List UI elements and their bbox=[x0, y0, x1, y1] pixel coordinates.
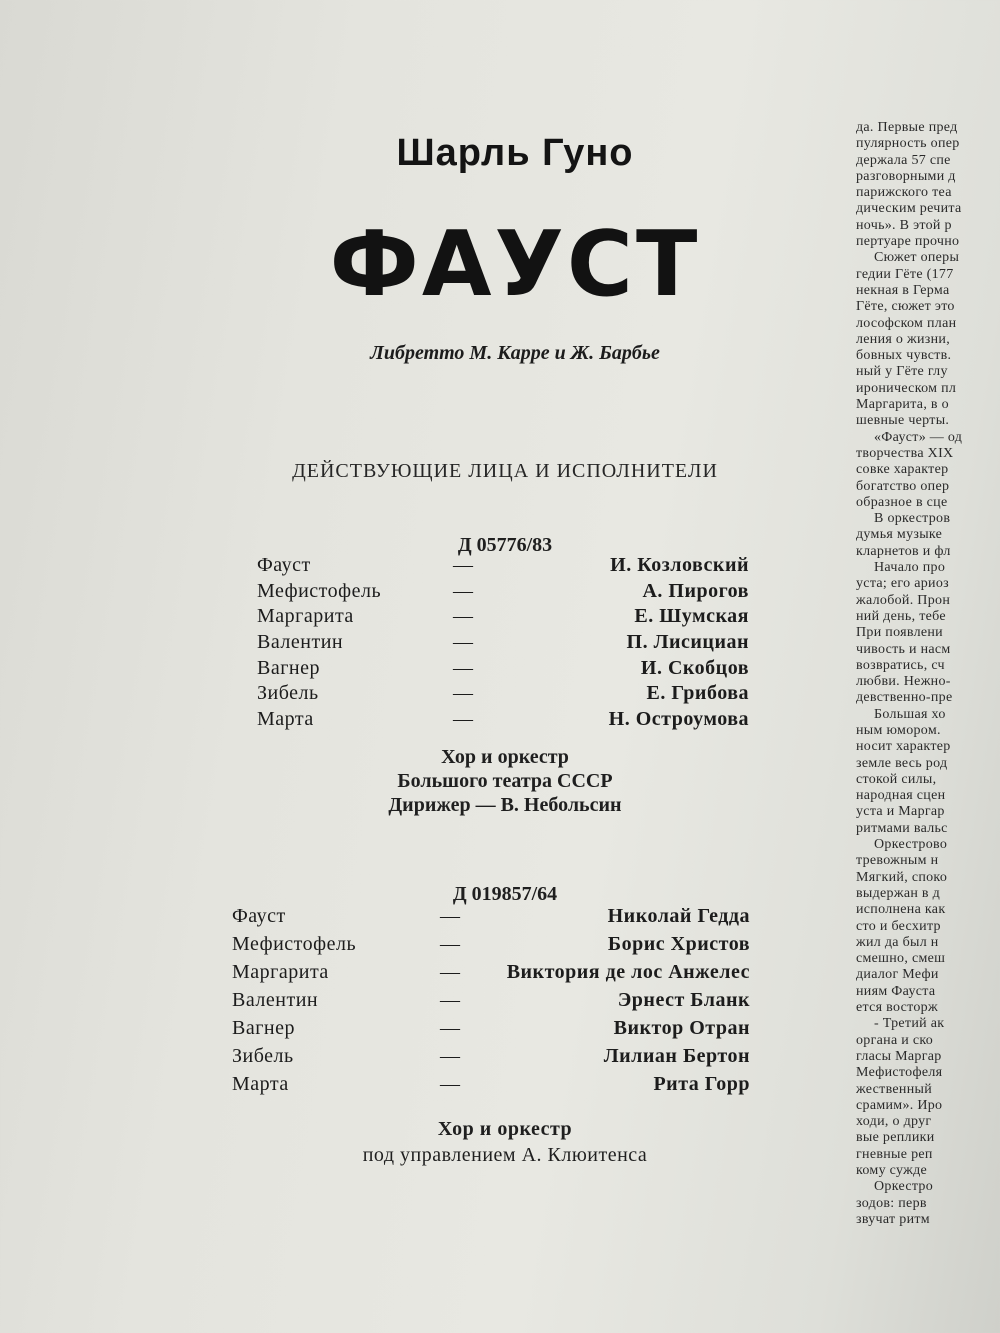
role-name: Зибель bbox=[257, 682, 319, 705]
performer-name: И. Козловский bbox=[610, 554, 749, 576]
cast-row bbox=[257, 580, 749, 606]
composer-name: Шарль Гуно bbox=[396, 132, 634, 174]
performer-name: Борис Христов bbox=[607, 933, 750, 955]
role-name: Валентин bbox=[257, 631, 344, 654]
cast-row bbox=[232, 961, 750, 989]
article-line: шевные черты. bbox=[856, 413, 950, 429]
article-line: вые реплики bbox=[856, 1130, 935, 1146]
article-line: органа и ско bbox=[856, 1032, 934, 1048]
article-line: бовных чувств. bbox=[856, 348, 952, 364]
article-line: ным юмором. bbox=[856, 722, 941, 738]
article-line: сто и бесхитр bbox=[856, 918, 941, 934]
dash: — bbox=[453, 656, 473, 679]
role-name: Марта bbox=[232, 1073, 289, 1095]
cast-row bbox=[257, 657, 749, 683]
article-line: земле весь род bbox=[856, 755, 948, 771]
cast-row bbox=[232, 989, 750, 1017]
article-line: ироническом пл bbox=[856, 380, 957, 396]
article-line: народная сцен bbox=[856, 788, 946, 804]
article-line: кому сужде bbox=[856, 1163, 928, 1178]
article-line: ний день, тебе bbox=[856, 608, 946, 624]
article-line: некная в Герма bbox=[856, 282, 950, 298]
article-line: ный у Гёте глу bbox=[856, 364, 948, 380]
article-line: чивость и насм bbox=[856, 641, 951, 657]
article-line: В оркестров bbox=[874, 511, 951, 527]
article-line: держала 57 спе bbox=[856, 152, 951, 168]
article-line: гласы Маргар bbox=[856, 1048, 942, 1064]
role-name: Марта bbox=[257, 708, 314, 731]
cast-list bbox=[232, 905, 750, 1101]
cast-row bbox=[257, 554, 749, 580]
article-line: девственно-пре bbox=[856, 690, 953, 706]
cast-list bbox=[257, 554, 749, 734]
credits-line: под управлением А. Клюитенса bbox=[362, 1144, 648, 1166]
article-line: образное в сце bbox=[856, 494, 948, 510]
performer-name: Николай Гедда bbox=[607, 905, 750, 927]
article-line: Сюжет оперы bbox=[874, 250, 960, 266]
article-line: лософском план bbox=[856, 315, 957, 331]
performer-name: Лилиан Бертон bbox=[603, 1045, 750, 1067]
article-line: думья музыке bbox=[856, 527, 943, 543]
cast-row bbox=[257, 682, 749, 708]
article-line: гневные реп bbox=[856, 1146, 933, 1162]
performer-name: И. Скобцов bbox=[640, 656, 749, 679]
article-line: Гёте, сюжет это bbox=[856, 299, 955, 315]
opera-title: ФАУСТ bbox=[329, 212, 701, 317]
article-line: возвратись, сч bbox=[856, 657, 945, 673]
role-name: Зибель bbox=[232, 1045, 294, 1067]
cast-row bbox=[232, 905, 750, 933]
cast-heading: ДЕЙСТВУЮЩИЕ ЛИЦА И ИСПОЛНИТЕЛИ bbox=[292, 460, 718, 482]
cast-row bbox=[232, 1017, 750, 1045]
article-line: стокой силы, bbox=[856, 771, 937, 787]
performer-name: П. Лисициан bbox=[626, 631, 749, 654]
credits-line: Большого театра СССР bbox=[397, 770, 613, 792]
article-line: ется восторж bbox=[856, 1000, 938, 1016]
dash: — bbox=[440, 1073, 460, 1095]
dash: — bbox=[453, 579, 473, 602]
dash: — bbox=[440, 905, 460, 927]
dash: — bbox=[453, 708, 473, 731]
article-line: жалобой. Прон bbox=[856, 592, 951, 608]
dash: — bbox=[453, 682, 473, 705]
article-line: жественный bbox=[856, 1081, 933, 1097]
dash: — bbox=[440, 961, 460, 983]
article-line: богатство опер bbox=[856, 478, 950, 494]
role-name: Вагнер bbox=[257, 656, 320, 679]
performer-name: Н. Остроумова bbox=[608, 708, 749, 731]
article-line: выдержан в д bbox=[856, 885, 941, 901]
dash: — bbox=[440, 1017, 460, 1039]
article-line: парижского теа bbox=[856, 185, 952, 201]
article-line: Мягкий, споко bbox=[856, 869, 948, 885]
credits-line: Хор и оркестр bbox=[437, 1118, 573, 1140]
role-name: Фауст bbox=[232, 905, 286, 927]
article-line: творчества XIX bbox=[856, 445, 954, 461]
cast-row bbox=[257, 631, 749, 657]
cast-row bbox=[232, 1045, 750, 1073]
article-line: уста и Маргар bbox=[856, 804, 945, 820]
performer-name: Рита Горр bbox=[653, 1073, 750, 1095]
role-name: Маргарита bbox=[232, 961, 329, 983]
article-line: срамим». Иро bbox=[856, 1097, 943, 1113]
performer-name: Виктор Отран bbox=[613, 1017, 750, 1039]
cast-row bbox=[232, 933, 750, 961]
article-line: Маргарита, в о bbox=[856, 397, 949, 413]
performer-name: Е. Шумская bbox=[634, 605, 749, 628]
cast-row bbox=[257, 605, 749, 631]
dash: — bbox=[440, 1045, 460, 1067]
credits-block bbox=[0, 1116, 1000, 1168]
dash: — bbox=[440, 989, 460, 1011]
article-line: Большая хо bbox=[874, 706, 946, 722]
credits-line: Хор и оркестр bbox=[441, 746, 569, 768]
article-line: ниям Фауста bbox=[856, 983, 936, 999]
article-line: жил да был н bbox=[856, 934, 939, 950]
role-name: Маргарита bbox=[257, 605, 354, 628]
article-line: уста; его ариоз bbox=[856, 576, 949, 592]
role-name: Валентин bbox=[232, 989, 319, 1011]
article-line: любви. Нежно- bbox=[856, 674, 951, 690]
cast-row bbox=[232, 1073, 750, 1101]
performer-name: Е. Грибова bbox=[646, 682, 749, 705]
article-line: ления о жизни, bbox=[856, 331, 951, 347]
article-line: Оркестрово bbox=[874, 837, 948, 853]
libretto-credit: Либретто М. Карре и Ж. Барбье bbox=[370, 342, 660, 364]
dash: — bbox=[440, 933, 460, 955]
catalog-number: Д 019857/64 bbox=[452, 883, 558, 905]
role-name: Вагнер bbox=[232, 1017, 295, 1039]
article-line: - Третий ак bbox=[874, 1016, 945, 1032]
article-line: совке характер bbox=[856, 462, 949, 478]
article-line: ритмами вальс bbox=[856, 820, 948, 836]
article-line: исполнена как bbox=[856, 902, 946, 918]
article-line: да. Первые пред bbox=[856, 120, 958, 135]
article-text-column bbox=[856, 120, 1000, 1333]
role-name: Мефистофель bbox=[257, 579, 382, 602]
performer-name: Эрнест Бланк bbox=[617, 989, 750, 1011]
credits-block bbox=[0, 745, 1000, 817]
catalog-number: Д 05776/83 bbox=[457, 534, 553, 556]
cast-row bbox=[257, 708, 749, 734]
article-line: При появлени bbox=[856, 625, 943, 641]
article-line: гедии Гёте (177 bbox=[856, 266, 954, 282]
article-line: тревожным н bbox=[856, 853, 939, 869]
article-line: Мефистофеля bbox=[856, 1065, 943, 1081]
article-line: ночь». В этой р bbox=[856, 217, 952, 233]
dash: — bbox=[453, 554, 473, 576]
article-line: Оркестро bbox=[874, 1179, 934, 1195]
credits-line: Дирижер — В. Небольсин bbox=[388, 794, 622, 816]
article-line: Начало про bbox=[874, 560, 946, 576]
performer-name: Виктория де лос Анжелес bbox=[506, 961, 750, 983]
article-line: носит характер bbox=[856, 739, 951, 755]
article-line: диалог Мефи bbox=[856, 967, 939, 983]
article-line: «Фауст» — од bbox=[874, 429, 963, 445]
article-line: зодов: перв bbox=[856, 1195, 927, 1211]
role-name: Фауст bbox=[257, 554, 311, 576]
dash: — bbox=[453, 605, 473, 628]
article-line: разговорными д bbox=[856, 168, 956, 184]
article-line: дическим речита bbox=[856, 201, 962, 217]
article-line: ходи, о друг bbox=[856, 1114, 932, 1130]
article-line: пулярность опер bbox=[856, 136, 960, 152]
role-name: Мефистофель bbox=[232, 933, 357, 955]
article-line: пертуаре прочно bbox=[856, 234, 960, 250]
dash: — bbox=[453, 631, 473, 654]
article-line: смешно, смеш bbox=[856, 951, 946, 967]
performer-name: А. Пирогов bbox=[642, 579, 749, 602]
article-line: звучат ритм bbox=[856, 1211, 930, 1227]
article-line: кларнетов и фл bbox=[856, 543, 951, 559]
